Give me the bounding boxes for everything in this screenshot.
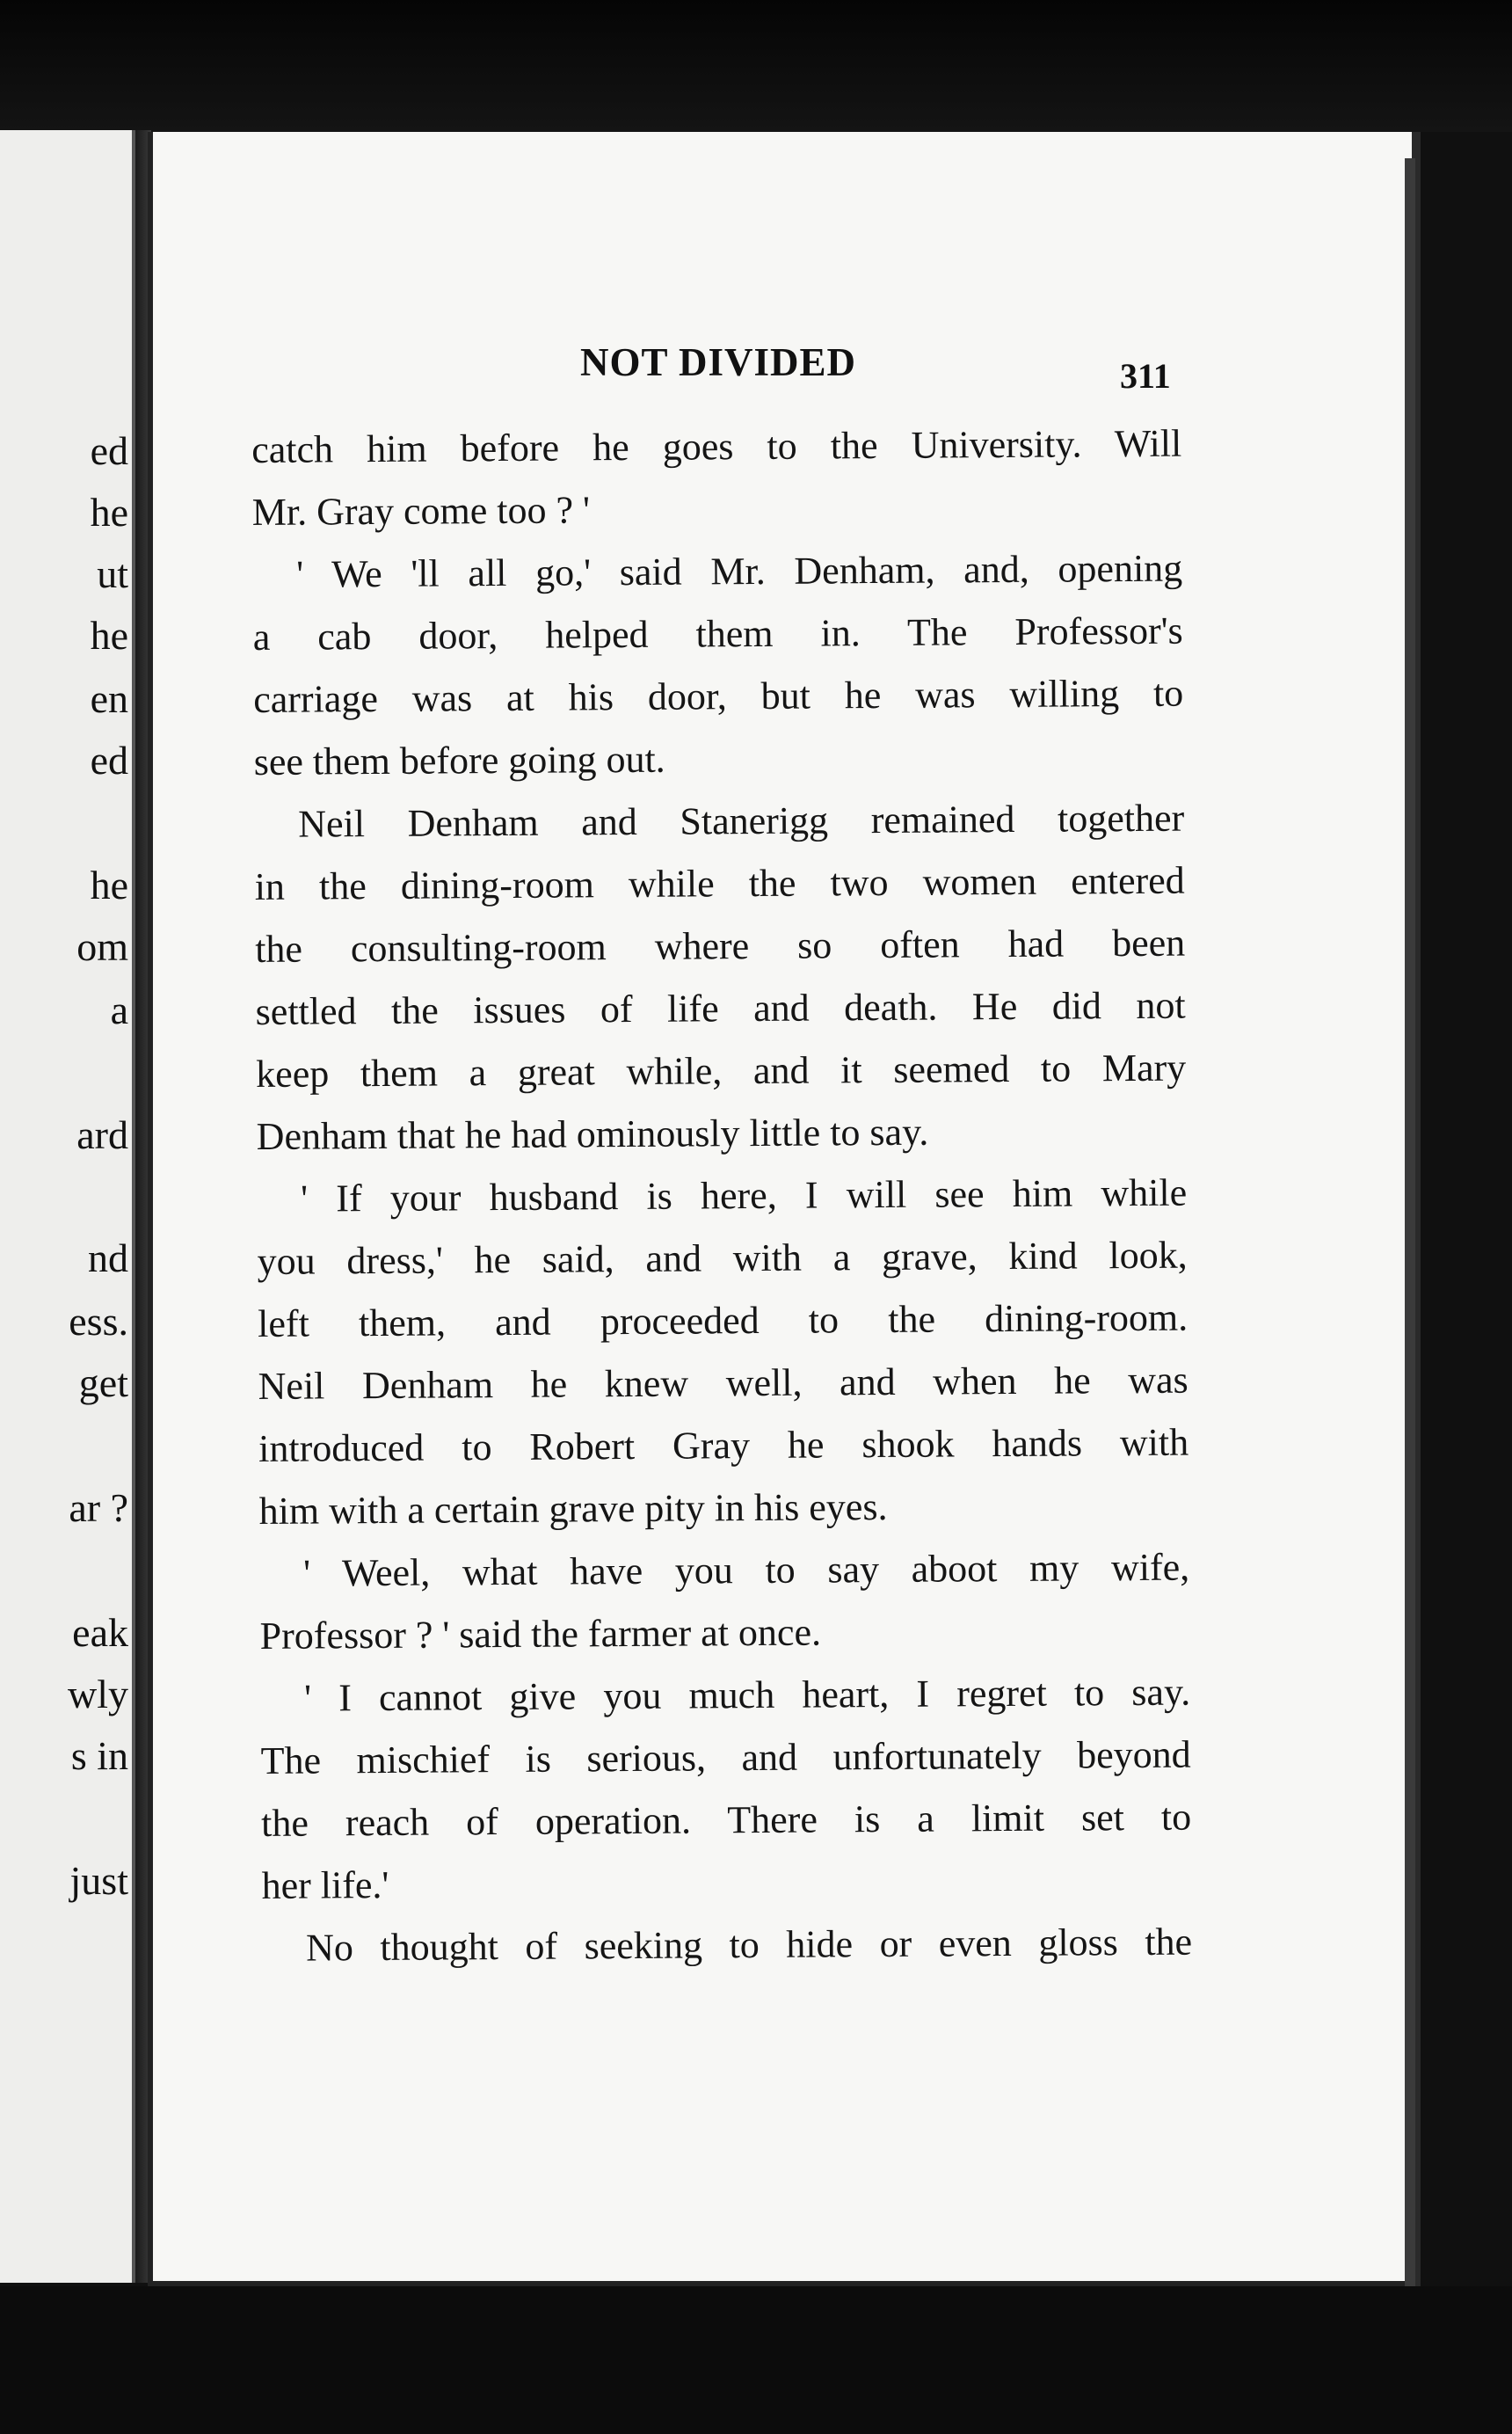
facing-page-fragment: he bbox=[90, 613, 128, 658]
text-line: ' I cannot give you much heart, I regret to say. bbox=[303, 1670, 1191, 1720]
paragraph bbox=[257, 1162, 1189, 1542]
text-line: No thought of seeking to hide or even gloss the bbox=[305, 1920, 1193, 1970]
text-line: in the dining-room while the two women entered bbox=[254, 858, 1185, 908]
text-line: her life.' bbox=[261, 1862, 389, 1907]
page-number: 311 bbox=[1120, 356, 1171, 396]
facing-page-left bbox=[0, 130, 135, 2283]
running-title: NOT DIVIDED bbox=[580, 340, 856, 384]
text-line: ' Weel, what have you to say aboot my wife, bbox=[302, 1545, 1190, 1595]
text-line: The mischief is serious, and unfortunately beyond bbox=[260, 1732, 1191, 1782]
facing-page-fragment: ut bbox=[97, 551, 128, 596]
text-line: you dress,' he said, and with a grave, kind look, bbox=[257, 1233, 1188, 1283]
text-line: catch him before he goes to the University. Will bbox=[251, 421, 1182, 471]
page-edge-shadow bbox=[1405, 158, 1415, 2286]
text-line: Denham that he had ominously little to say. bbox=[256, 1110, 929, 1158]
text-line: Neil Denham he knew well, and when he was bbox=[258, 1358, 1189, 1408]
scan-background-top bbox=[0, 0, 1512, 132]
facing-page-fragment: ess. bbox=[69, 1299, 128, 1344]
facing-page-fragment: ed bbox=[90, 738, 128, 783]
text-line: carriage was at his door, but he was willing to bbox=[253, 671, 1184, 721]
facing-page-fragment: nd bbox=[88, 1235, 128, 1280]
text-line: keep them a great while, and it seemed to Mary bbox=[256, 1046, 1187, 1096]
paragraph bbox=[262, 1911, 1192, 1979]
facing-page-fragment: en bbox=[90, 676, 128, 721]
text-line: the consulting-room where so often had been bbox=[255, 921, 1186, 971]
facing-page-fragment: just bbox=[69, 1858, 128, 1903]
facing-page-fragment: get bbox=[78, 1360, 128, 1405]
text-line: ' If your husband is here, I will see him while bbox=[301, 1170, 1188, 1221]
facing-page-fragment: om bbox=[76, 924, 128, 969]
facing-page-fragment: ard bbox=[76, 1112, 128, 1157]
paragraph bbox=[251, 412, 1182, 543]
body-text bbox=[251, 412, 1192, 1979]
text-line: Mr. Gray come too ? ' bbox=[251, 488, 591, 534]
paragraph bbox=[252, 537, 1184, 793]
facing-page-fragment: he bbox=[90, 490, 128, 535]
text-line: see them before going out. bbox=[253, 737, 665, 783]
paragraph bbox=[254, 787, 1187, 1168]
facing-page-fragment: ar ? bbox=[69, 1485, 128, 1530]
text-line: Professor ? ' said the farmer at once. bbox=[259, 1610, 822, 1658]
text-line: settled the issues of life and death. He did not bbox=[255, 983, 1186, 1033]
text-line: left them, and proceeded to the dining-room. bbox=[258, 1295, 1189, 1345]
facing-page-fragment: he bbox=[90, 863, 128, 907]
text-line: the reach of operation. There is a limit set to bbox=[260, 1795, 1192, 1845]
text-line: introduced to Robert Gray he shook hands with bbox=[258, 1420, 1189, 1470]
facing-page-fragment: ed bbox=[90, 428, 128, 473]
paragraph bbox=[259, 1536, 1190, 1667]
facing-page-fragment: s in bbox=[70, 1733, 128, 1778]
facing-page-fragment: wly bbox=[68, 1672, 128, 1716]
text-line: him with a certain grave pity in his eyes. bbox=[258, 1484, 888, 1533]
text-line: a cab door, helped them in. The Professor's bbox=[252, 608, 1183, 659]
facing-page-fragment: a bbox=[110, 987, 128, 1032]
text-line: Neil Denham and Stanerigg remained together bbox=[298, 796, 1185, 846]
paragraph bbox=[260, 1661, 1192, 1917]
facing-page-fragment: eak bbox=[72, 1610, 128, 1655]
text-line: ' We 'll all go,' said Mr. Denham, and, opening bbox=[296, 546, 1183, 596]
scan-background-bottom bbox=[0, 2286, 1512, 2434]
